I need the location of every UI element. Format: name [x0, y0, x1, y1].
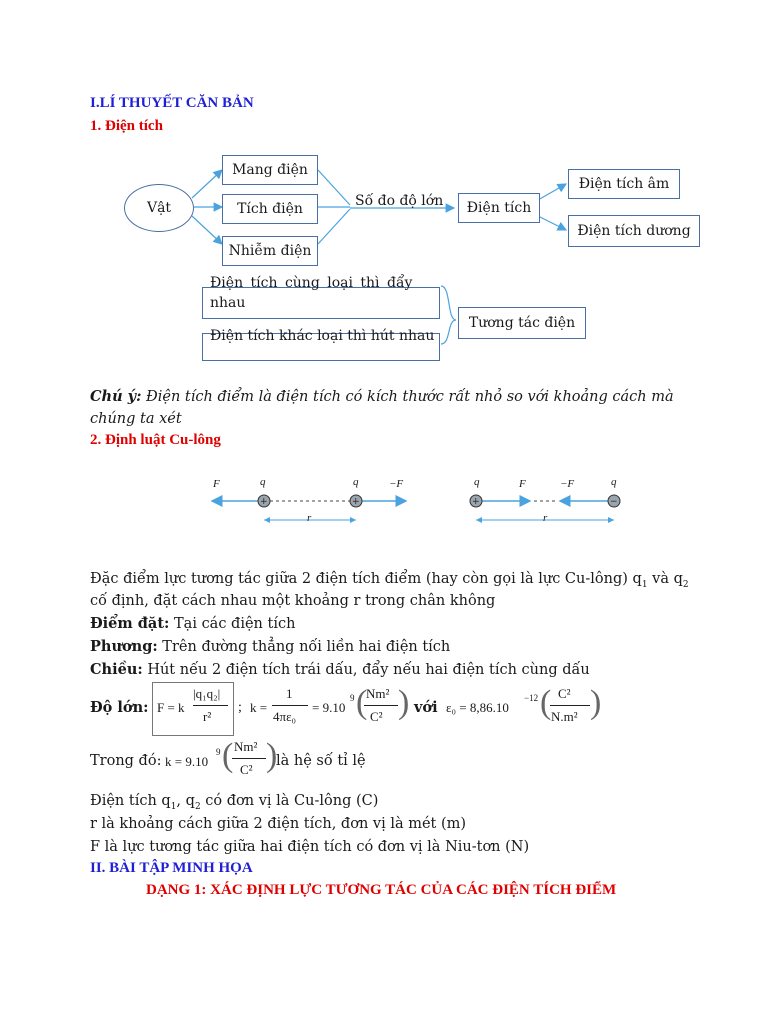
para1-sub2: 2 — [682, 579, 689, 590]
node-nhiem-dien: Nhiễm điện — [222, 236, 318, 266]
text-khac-loai: Điện tích khác loại thì hút nhau — [210, 328, 435, 344]
formula-paren-close-2: ) — [590, 684, 602, 721]
phuong-line — [90, 636, 450, 658]
formula-semicolon: ; — [238, 700, 242, 715]
formula-exp-m12: −12 — [524, 693, 539, 703]
formula-4pi-eps: 4πε₀ — [273, 709, 297, 724]
formula-F-eq: F = k — [157, 700, 185, 715]
formula-one: 1 — [286, 686, 293, 701]
diem-dat-label: Điểm đặt: — [90, 615, 170, 632]
formula-paren-open-2: ( — [540, 684, 552, 721]
note-text-1: Điện tích điểm là điện tích có kích thước rất nhỏ so với khoảng cách mà — [141, 389, 674, 405]
line-q-sub1: 1 — [170, 801, 177, 812]
trong-do-paren-close: ) — [266, 737, 278, 774]
formula-frac-bar-4 — [550, 705, 590, 706]
formula-eq-9: = 9.10 — [312, 700, 346, 715]
label-q-2: q — [353, 476, 359, 488]
node-dien-tich-am: Điện tích âm — [568, 169, 680, 199]
chieu-text: Hút nếu 2 điện tích trái dấu, đẩy nếu hai điện tích cùng dấu — [142, 662, 590, 678]
line-q-sub2: 2 — [194, 801, 201, 812]
diem-dat-line — [90, 613, 295, 635]
phuong-label: Phương: — [90, 638, 158, 655]
text-cung-loai-line1: Điện tích cùng loại thì đẩy — [210, 275, 413, 291]
formula-paren-open-1: ( — [356, 684, 368, 721]
chieu-line — [90, 659, 590, 681]
label-F-right: F — [519, 478, 526, 490]
para1-text-a: Đặc điểm lực tương tác giữa 2 điện tích điểm (hay còn gọi là lực Cu-lông) q — [90, 571, 642, 587]
diem-dat-text: Tại các điện tích — [169, 616, 296, 632]
label-q-1: q — [260, 476, 266, 488]
line-q-a: Điện tích q — [90, 793, 171, 809]
dang1-title: DẠNG 1: XÁC ĐỊNH LỰC TƯƠNG TÁC CỦA CÁC ĐIỆN TÍCH ĐIỂM — [146, 882, 617, 898]
formula-q1q2: |q₁q₂| — [193, 686, 221, 701]
trong-do-label: Trong đó: — [90, 753, 162, 769]
formula-eps0: ε₀ = 8,86.10 — [446, 700, 509, 715]
formula-voi: với — [414, 699, 438, 716]
formula-frac-bar-1 — [193, 705, 228, 706]
trong-do-k: k = 9.10 — [165, 754, 209, 769]
trong-do-text: là hệ số tỉ lệ — [276, 753, 366, 769]
formula-Nm2: Nm² — [366, 686, 390, 701]
formula-C2b: C² — [558, 686, 571, 701]
svg-text:+: + — [260, 497, 268, 507]
formula-C2: C² — [370, 709, 383, 724]
node-tuong-tac-dien: Tương tác điện — [458, 307, 586, 339]
text-cung-loai-line2: nhau — [210, 295, 246, 311]
formula-frac-bar-3 — [364, 705, 398, 706]
para-coulomb-line2: cố định, đặt cách nhau một khoảng r trong chân không — [90, 593, 496, 609]
formula-exp9: 9 — [350, 693, 355, 703]
line-distance-unit: r là khoảng cách giữa 2 điện tích, đơn vị là mét (m) — [90, 816, 467, 832]
trong-do-Nm2: Nm² — [234, 739, 258, 754]
note-label: Chú ý: — [90, 388, 142, 405]
coulomb-force-figure — [190, 470, 650, 540]
node-mang-dien: Mang điện — [222, 155, 318, 185]
formula-paren-close-1: ) — [398, 684, 410, 721]
node-dien-tich: Điện tích — [458, 193, 540, 223]
chieu-label: Chiều: — [90, 661, 143, 678]
para1-text-b: và q — [647, 571, 683, 587]
node-vat: Vật — [124, 184, 194, 232]
formula-Nm2b: N.m² — [551, 709, 578, 724]
do-lon-label: Độ lớn: — [90, 699, 149, 716]
note-line2: chúng ta xét — [90, 411, 182, 427]
label-r-right: r — [543, 512, 548, 524]
label-q-4: q — [611, 476, 617, 488]
label-r-left: r — [307, 512, 312, 524]
node-dien-tich-duong: Điện tích dương — [568, 215, 700, 247]
para1-sub1: 1 — [641, 579, 648, 590]
trong-do-paren-open: ( — [222, 737, 234, 774]
line-q-c: có đơn vị là Cu-lông (C) — [200, 793, 379, 809]
trong-do-C2: C² — [240, 762, 253, 777]
subsection-title-coulomb: 2. Định luật Cu-lông — [90, 432, 221, 448]
note-line1 — [90, 386, 674, 408]
label-minusF-right: −F — [560, 478, 575, 490]
svg-text:−: − — [610, 497, 618, 507]
label-q-3: q — [474, 476, 480, 488]
label-so-do-do-lon: Số đo độ lớn — [355, 193, 444, 209]
line-force-unit: F là lực tương tác giữa hai điện tích có đơn vị là Niu-tơn (N) — [90, 839, 530, 855]
node-tich-dien: Tích điện — [222, 194, 318, 224]
phuong-text: Trên đường thẳng nối liền hai điện tích — [157, 639, 451, 655]
trong-do-frac-bar — [232, 758, 266, 759]
section-title: I.LÍ THUYẾT CĂN BẢN — [90, 95, 254, 111]
formula-k-eq: k = — [250, 700, 268, 715]
formula-r2: r² — [203, 709, 212, 724]
subsection-title-charge: 1. Điện tích — [90, 118, 163, 134]
svg-text:+: + — [472, 497, 480, 507]
formula-frac-bar-2 — [272, 705, 308, 706]
line-q-b: , q — [176, 793, 195, 809]
label-minusF-left: −F — [389, 478, 404, 490]
svg-text:+: + — [352, 497, 360, 507]
label-F-left: F — [213, 478, 220, 490]
section2-title: II. BÀI TẬP MINH HỌA — [90, 860, 253, 876]
trong-do-exp: 9 — [216, 747, 221, 757]
